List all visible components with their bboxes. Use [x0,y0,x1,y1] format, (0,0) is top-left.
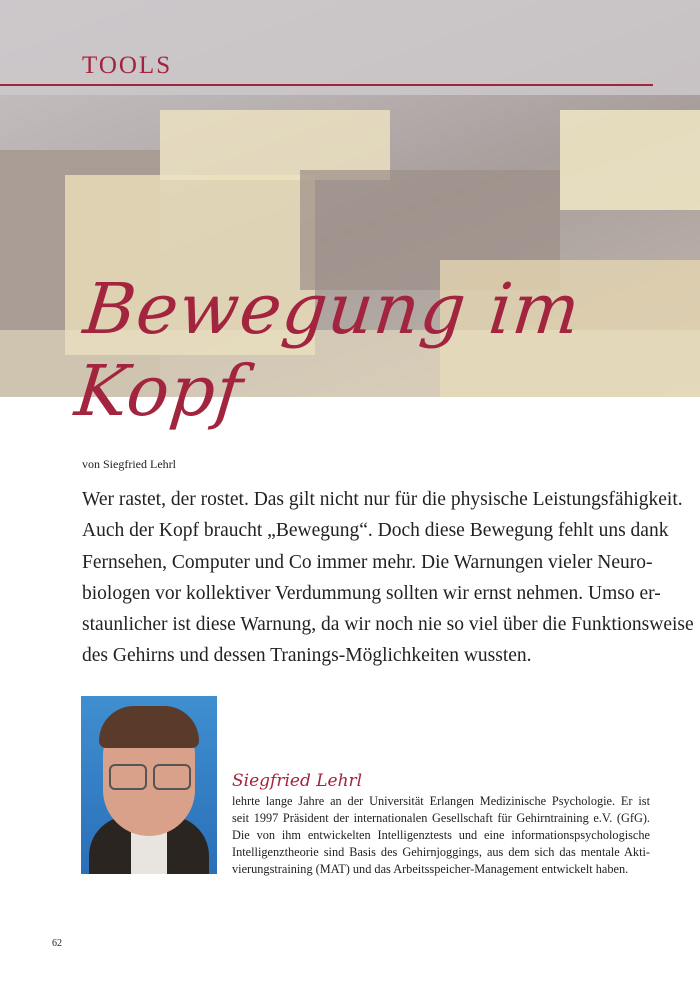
intro-line: biologen vor kollektiver Verdummung sollten wir ernst nehmen. Umso er- [82,582,661,604]
intro-line: Auch der Kopf braucht „Bewegung“. Doch diese Bewegung fehlt uns dank [82,520,669,542]
intro-line: des Gehirns und dessen Tranings-Möglichkeiten wussten. [82,645,532,667]
intro-line: Fernsehen, Computer und Co immer mehr. Die Warnungen vieler Neuro- [82,551,653,573]
bio-line: vierungstraining (MAT) und das Arbeitsspeicher-Management entwickelt haben. [232,862,629,876]
article-title: Bewegung im Kopf [71,268,585,432]
article-intro [82,484,694,672]
bio-line: seit 1997 Präsident der internationalen Gesellschaft für Gehirntraining e.V. (GfG). [232,811,650,825]
intro-line: Wer rastet, der rostet. Das gilt nicht nur für die physische Leistungsfähigkeit. [82,489,683,510]
bio-line: Intelligenztheorie sind Basis des Gehirnjoggings, aus dem sich das mentale Akti- [232,845,650,859]
author-photo [81,696,217,874]
bio-line: lehrte lange Jahre an der Universität Erlangen Medizinische Psychologie. Er ist [232,794,650,808]
page-number: 62 [52,938,62,949]
byline: von Siegfried Lehrl [82,457,176,471]
author-signature: Siegfried Lehrl [232,771,363,791]
intro-line: staunlicher ist diese Warnung, da wir noch nie so viel über die Funktionsweise [82,614,694,636]
section-label: TOOLS [82,52,173,79]
bio-line: Die von ihm entwickelten Intelligenztests und eine informationspsychologische [232,828,650,842]
section-divider [0,84,653,86]
author-bio [232,793,650,878]
